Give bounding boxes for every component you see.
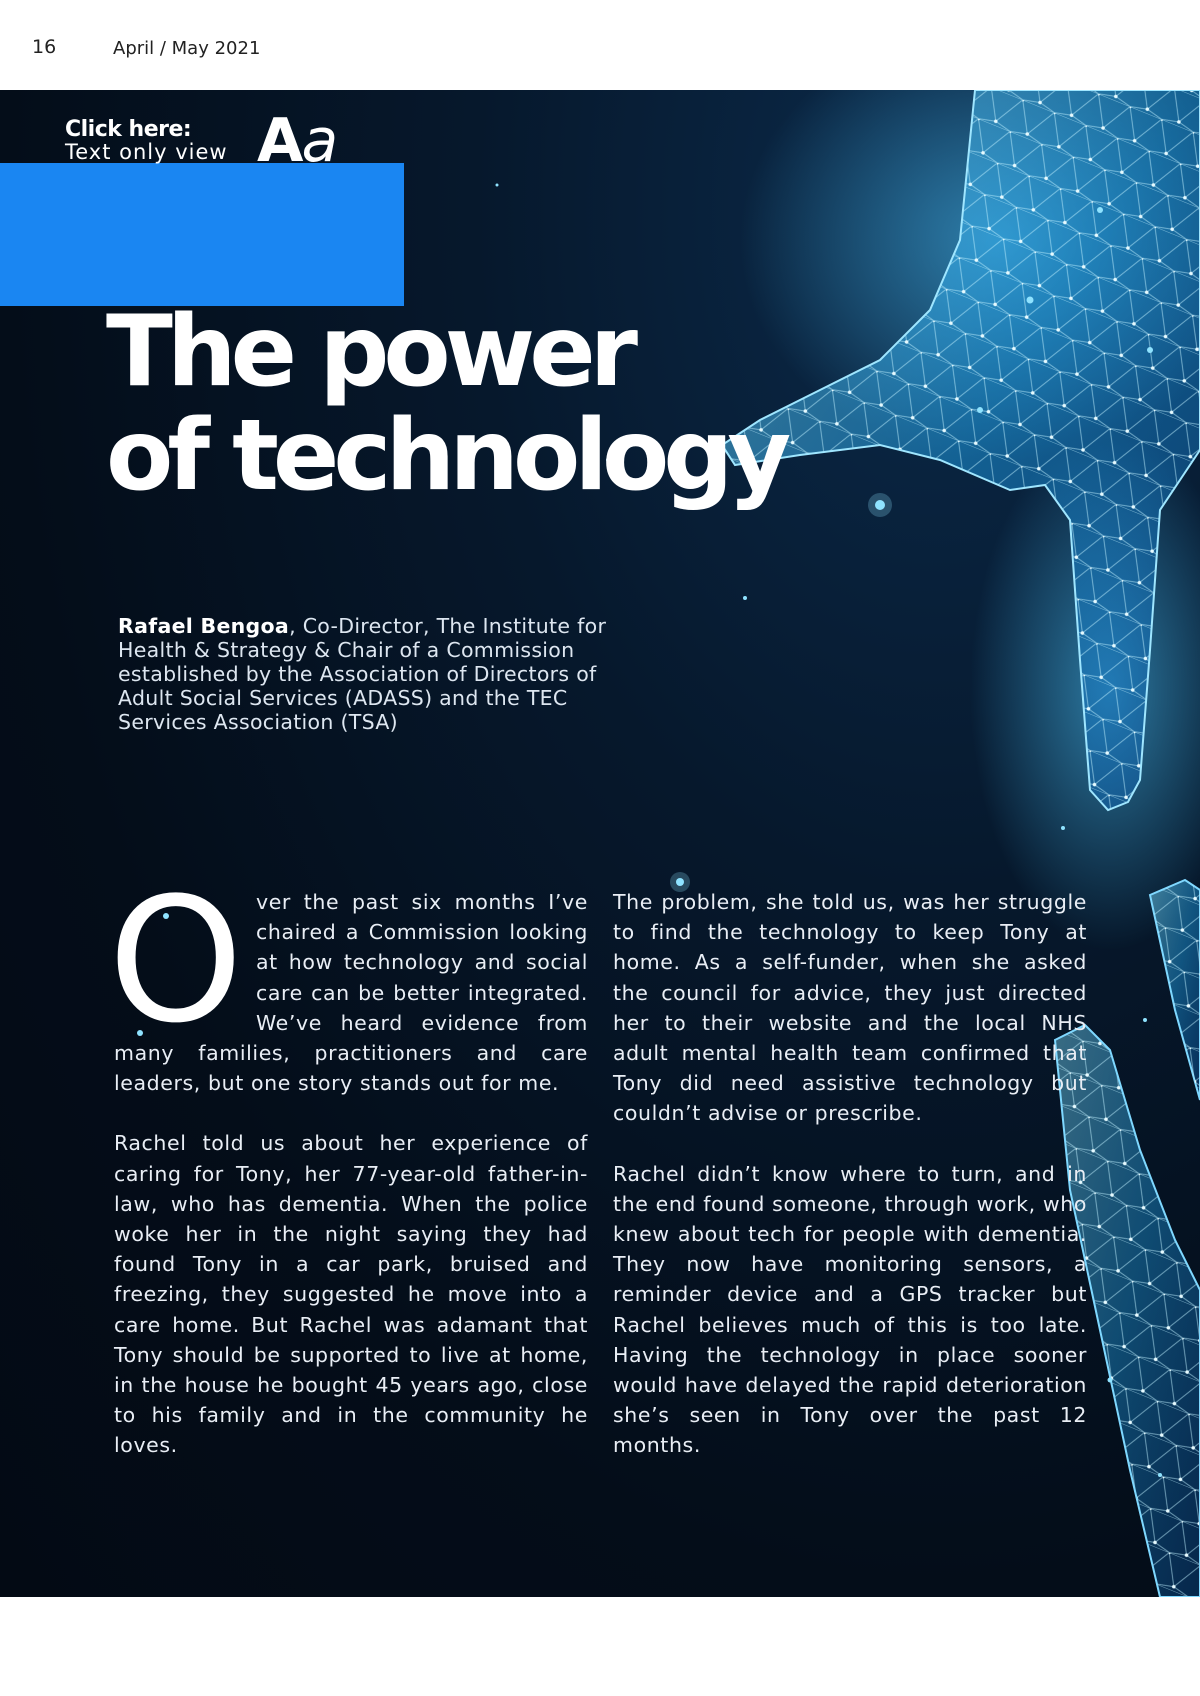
cta-subtitle[interactable]: Text only view	[65, 140, 228, 164]
article-column-left	[108, 860, 588, 1491]
paragraph: Rachel told us about her experience of caring for Tony, her 77-year-old father-in-law, who has dementia. When the police woke her in the night saying they had found Tony in a car park, bruised and freezing, they suggested he move into a care home. But Rachel was adamant that Tony should be supported to live at home, in the house he bought 45 years ago, close to his family and in the community he loves.	[114, 1131, 588, 1458]
author-name: Rafael Bengoa	[118, 614, 290, 638]
cta-title[interactable]: Click here:	[65, 117, 192, 142]
page-header	[0, 0, 1200, 90]
headline-line-1: The power	[106, 295, 633, 409]
font-size-icon[interactable]: Aa	[257, 106, 337, 176]
page-number: 16	[32, 36, 57, 58]
paragraph: Over the past six months I’ve chaired a Commission looking at how technology and social care can be better integrated. We’ve heard evidence from many families, practitioners and care leaders, but one story stands out for me.	[108, 860, 588, 1096]
drop-cap: O	[108, 860, 244, 1061]
issue-date: April / May 2021	[113, 38, 261, 59]
paragraph: Rachel didn’t know where to turn, and in the end found someone, through work, who knew about tech for people with dementia. They now have monitoring sensors, a reminder device and a GPS tracker but Rachel believes much of this is too late. Having the technology in place sooner would have delayed the rapid deterioration she’s seen in Tony over the past 12 months.	[613, 1161, 1087, 1458]
article-headline	[106, 295, 826, 513]
headline-line-2: of technology	[106, 399, 786, 513]
text-only-view-button[interactable]	[0, 163, 404, 306]
author-byline	[118, 614, 608, 734]
author-role: , Co-Director, The Institute for Health & Strategy & Chair of a Commission established by the Association of Directors of Adult Social Services (ADASS) and the TEC Services Association (TSA)	[118, 614, 607, 734]
paragraph: The problem, she told us, was her struggle to find the technology to keep Tony at home. As a self-funder, when she asked the council for advice, they just directed her to their website and the local NHS adult mental health team confirmed that Tony did need assistive technology but couldn’t advise or prescribe.	[613, 890, 1087, 1126]
article-column-right	[613, 887, 1087, 1491]
